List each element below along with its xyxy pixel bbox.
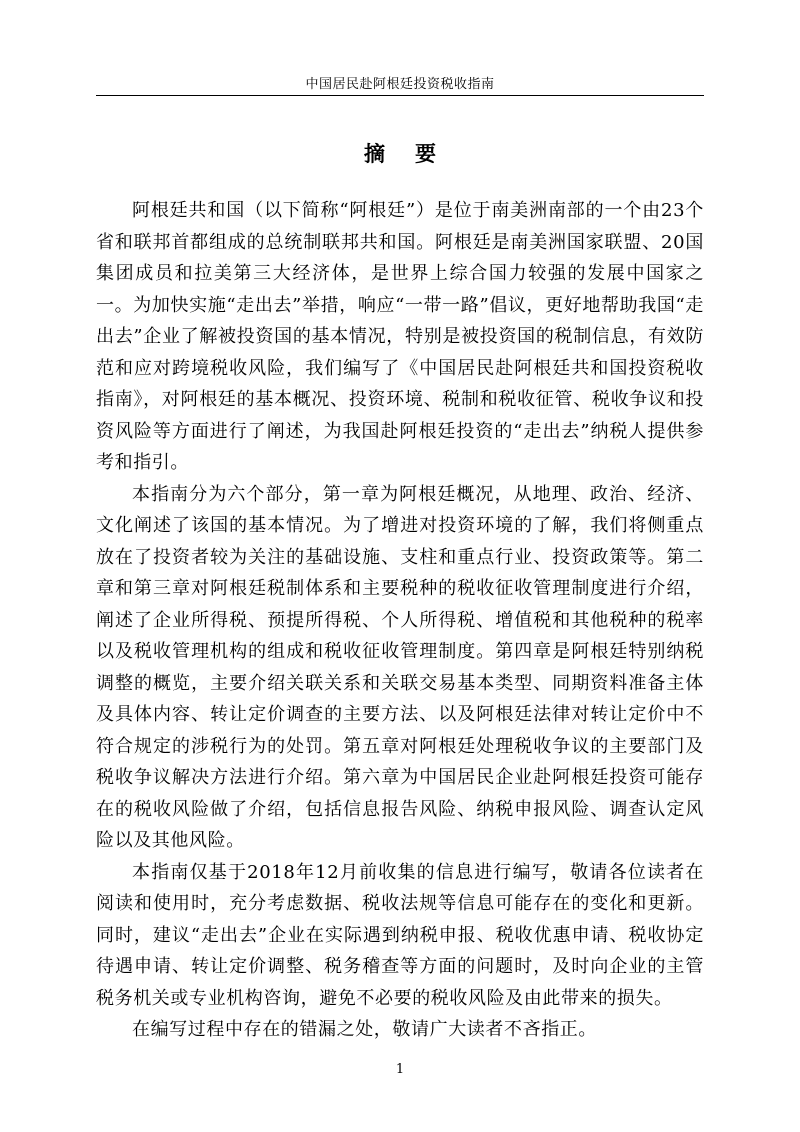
paragraph-structure: 本指南分为六个部分，第一章为阿根廷概况，从地理、政治、经济、文化阐述了该国的基本情况。为了增进对投资环境的了解，我们将侧重点放在了投资者较为关注的基础设施、支柱和重点行业、投资政策等。第二章和第三章对阿根廷税制体系和主要税种的税收征收管理制度进行介绍，阐述了企业所得税、预提所得税、个人所得税、增值税和其他税种的税率以及税收管理机构的组成和税收征收管理制度。第四章是阿根廷特别纳税调整的概览，主要介绍关联关系和关联交易基本类型、同期资料准备主体及具体内容、转让定价调查的主要方法、以及阿根廷法律对转让定价中不符合规定的涉税行为的处罚。第五章对阿根廷处理税收争议的主要部门及税收争议解决方法进行介绍。第六章为中国居民企业赴阿根廷投资可能存在的税收风险做了介绍，包括信息报告风险、纳税申报风险、调查认定风险以及其他风险。 xyxy=(96,483,704,851)
paragraph-closing: 在编写过程中存在的错漏之处，敬请广大读者不吝指正。 xyxy=(132,1019,597,1040)
header-rule xyxy=(96,95,704,96)
page-number: 1 xyxy=(395,1062,405,1077)
page-title: 摘要 xyxy=(364,142,466,166)
running-header: 中国居民赴阿根廷投资税收指南 xyxy=(305,77,495,92)
paragraph-intro: 阿根廷共和国（以下简称“阿根廷”）是位于南美洲南部的一个由23个省和联邦首都组成的总统制联邦共和国。阿根廷是南美洲国家联盟、20国集团成员和拉美第三大经济体，是世界上综合国力较强的发展中国家之一。为加快实施“走出去”举措，响应“一带一路”倡议，更好地帮助我国“走出去”企业了解被投资国的基本情况，特别是被投资国的税制信息，有效防范和应对跨境税收风险，我们编写了《中国居民赴阿根廷共和国投资税收指南》，对阿根廷的基本概况、投资环境、税制和税收征管、税收争议和投资风险等方面进行了阐述，为我国赴阿根廷投资的“走出去”纳税人提供参考和指引。 xyxy=(96,200,704,473)
body-text xyxy=(96,195,704,1046)
paragraph-disclaimer: 本指南仅基于2018年12月前收集的信息进行编写，敬请各位读者在阅读和使用时，充分考虑数据、税收法规等信息可能存在的变化和更新。同时，建议“走出去”企业在实际遇到纳税申报、税收优惠申请、税收协定待遇申请、转让定价调整、税务稽查等方面的问题时，及时向企业的主管税务机关或专业机构咨询，避免不必要的税收风险及由此带来的损失。 xyxy=(96,861,704,1009)
